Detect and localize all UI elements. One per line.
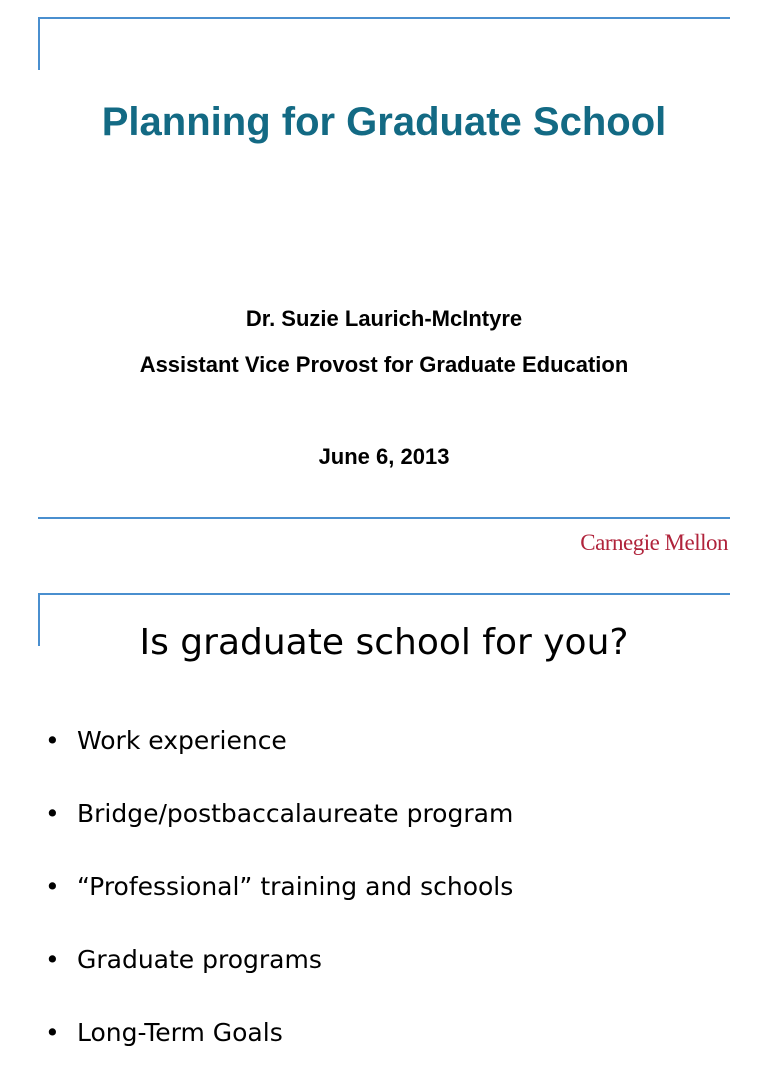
presentation-date: June 6, 2013	[318, 444, 450, 469]
carnegie-mellon-logo: Carnegie Mellon	[580, 530, 728, 555]
list-item	[45, 797, 513, 870]
top-rule	[38, 593, 730, 595]
list-item	[45, 1016, 513, 1089]
bullet-icon: •	[45, 799, 60, 828]
list-item-text: Long-Term Goals	[77, 1018, 283, 1047]
list-item	[45, 943, 513, 1016]
footer-rule	[38, 517, 730, 519]
bullet-icon: •	[45, 945, 60, 974]
list-item	[45, 724, 513, 797]
slide-title: Planning for Graduate School	[101, 100, 667, 144]
presenter-role: Assistant Vice Provost for Graduate Education	[139, 352, 629, 377]
list-item-text: Graduate programs	[77, 945, 322, 974]
list-item-text: Bridge/postbaccalaureate program	[77, 799, 514, 828]
slide-2	[0, 576, 768, 1047]
bullet-icon: •	[45, 872, 60, 901]
presenter-name: Dr. Suzie Laurich-McIntyre	[245, 306, 523, 331]
list-item-text: “Professional” training and schools	[77, 872, 514, 901]
slide-title: Is graduate school for you?	[139, 622, 629, 663]
top-rule	[38, 17, 730, 19]
list-item	[45, 870, 513, 943]
bullet-icon: •	[45, 1018, 60, 1047]
bullet-list	[45, 724, 513, 1089]
bullet-icon: •	[45, 726, 60, 755]
list-item-text: Work experience	[77, 726, 287, 755]
left-rule	[38, 17, 40, 70]
